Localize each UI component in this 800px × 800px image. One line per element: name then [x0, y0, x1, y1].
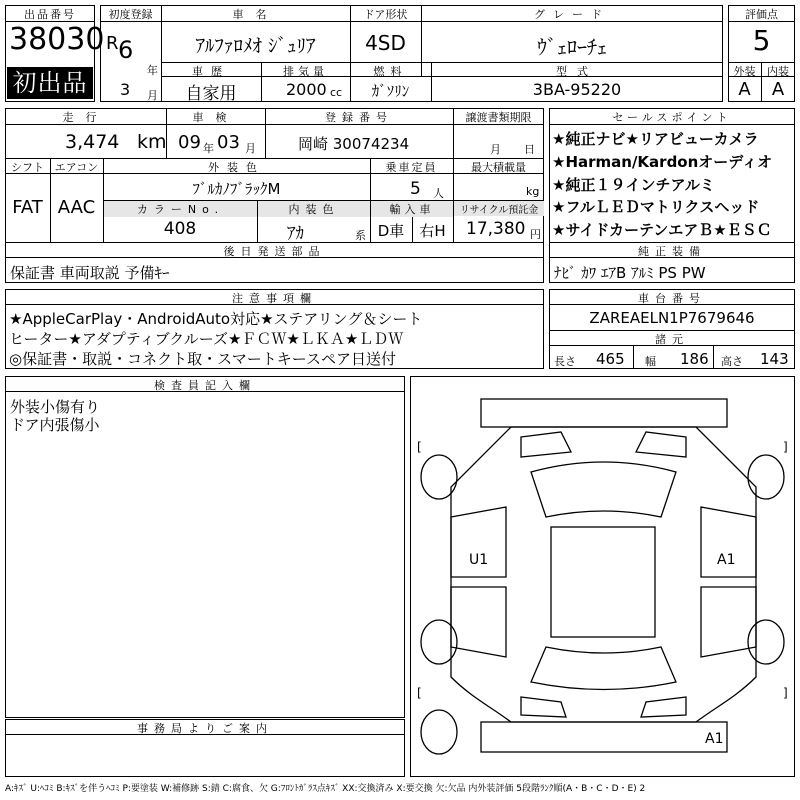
fuel: ｶﾞｿﾘﾝ: [371, 82, 410, 100]
inspection-month: 03: [217, 132, 240, 153]
selling-points-header: セールスポイント: [612, 111, 732, 124]
parts-text: 保証書 車両取説 予備ｷｰ: [10, 264, 170, 282]
model-header: 型式: [556, 65, 598, 78]
taillight-right-shape: [641, 697, 686, 717]
notes-line: ★AppleCarPlay・AndroidAuto対応★ステアリング＆シート: [9, 310, 423, 328]
height-label: 高さ: [721, 355, 743, 368]
displacement: 2000: [286, 80, 327, 99]
color-header: 外装色: [208, 161, 265, 174]
transfer-day-unit: 日: [524, 143, 535, 156]
recycle-fee: 17,380: [466, 219, 526, 239]
damage-mark-left: U1: [469, 552, 489, 568]
equipment-header: 純正装備: [638, 245, 706, 258]
door-type: 4SD: [365, 31, 406, 55]
chassis-number: ZAREAELN1P7679646: [589, 309, 755, 327]
import-handle: 右H: [419, 222, 446, 240]
svg-text:]: ]: [783, 440, 788, 454]
height-value: 143: [760, 350, 789, 368]
car-name-header: 車名: [232, 8, 279, 21]
seats-header: 乗車定員: [385, 161, 438, 174]
ac: AAC: [57, 197, 96, 218]
ac-header: エアコン: [54, 161, 99, 174]
interior-header: 内装: [767, 65, 789, 78]
import-header: 輸入車: [371, 201, 453, 217]
first-listing-badge: 初出品: [7, 67, 93, 99]
mileage-unit: km: [137, 131, 167, 153]
wheel-front-left-shape: [421, 455, 457, 499]
inspection-year-unit: 年: [203, 142, 214, 155]
roof-shape: [551, 527, 655, 637]
selling-point: ★純正ナビ★リアビューカメラ: [552, 130, 759, 148]
load-unit: kg: [526, 185, 540, 198]
svg-text:[: [: [417, 686, 422, 700]
body-outline: [451, 427, 756, 722]
spare-tire-shape: [421, 710, 457, 754]
left-rear-side-shape: [451, 587, 506, 657]
parts-header: 後日発送部品: [223, 245, 326, 258]
selling-point: ★Harman/Kardonオーディオ: [552, 153, 773, 171]
lot-number-header: 出品番号: [24, 8, 76, 21]
width-value: 186: [680, 350, 709, 368]
seats-unit: 人: [433, 187, 444, 200]
door-header: ドア形状: [363, 8, 408, 21]
registration-month-unit: 月: [147, 89, 158, 102]
headlight-left-shape: [521, 432, 571, 457]
car-name: ｱﾙﾌｧﾛﾒｵ ｼﾞｭﾘｱ: [195, 35, 316, 57]
grade-header: グレード: [534, 8, 610, 21]
score-header: 評価点: [745, 8, 778, 21]
office-header: 事務局よりご案内: [137, 722, 273, 735]
transfer-month-unit: 月: [490, 143, 501, 156]
notes-header: 注意事項欄: [232, 292, 317, 305]
model-code: 3BA-95220: [532, 80, 622, 99]
inspector-header: 検査員記入欄: [154, 379, 256, 392]
wheel-front-right-shape: [748, 455, 784, 499]
interior-color-header: 内装色: [258, 201, 370, 217]
history: 自家用: [185, 84, 237, 104]
mileage-header: 走行: [62, 111, 109, 124]
legend: A:ｷｽﾞ U:ﾍｺﾐ B:ｷｽﾞを伴うﾍｺﾐ P:要塗装 W:補修跡 S:錆 C:腐食、欠 G:ﾌﾛﾝﾄｶﾞﾗｽ点ｷｽﾞ XX:交換済み X:要交換 欠:欠品 内外装評価 5段階ﾗﾝｸ順(A・B・C・D・E) 2: [5, 784, 646, 794]
notes-line: ヒーター★アダプティブクルーズ★ＦＣＷ★ＬＫＡ★ＬＤＷ: [9, 330, 404, 348]
length-label: 長さ: [554, 355, 576, 368]
chassis-header: 車台番号: [638, 292, 706, 305]
selling-point: ★純正１９インチアルミ: [552, 176, 715, 194]
length-value: 465: [596, 350, 625, 368]
front-bumper-shape: [481, 399, 727, 427]
interior-grade: A: [771, 79, 785, 100]
recycle-header: リサイクル預託金: [454, 201, 544, 216]
displacement-unit: cc: [330, 86, 343, 99]
registration-era: R: [106, 33, 119, 54]
lot-number: 38030: [9, 22, 105, 57]
fuel-header: 燃料: [373, 65, 408, 78]
car-damage-diagram: [411, 377, 794, 776]
exterior-grade: A: [738, 79, 751, 100]
mileage: 3,474: [65, 131, 120, 153]
specs-header: 諸元: [655, 333, 689, 346]
recycle-unit: 円: [530, 228, 541, 241]
inspector-line: ドア内張傷小: [10, 416, 100, 434]
rear-bumper-shape: [481, 722, 727, 752]
color-no: 408: [163, 219, 197, 239]
svg-text:]: ]: [783, 686, 788, 700]
damage-mark-right: A1: [717, 552, 736, 568]
color-no-header: カラーNo.: [104, 201, 257, 217]
registration-year-unit: 年: [147, 64, 158, 77]
interior-color: ｱｶ: [287, 224, 304, 244]
damage-mark-bottom: A1: [705, 731, 724, 747]
rear-window-shape: [531, 647, 676, 690]
selling-point: ★フルＬＥＤマトリクスヘッド: [552, 198, 760, 216]
import-drive: D車: [377, 222, 405, 240]
inspection-header: 車検: [192, 111, 239, 124]
registration-year: 6: [118, 36, 134, 64]
details-section: [5, 108, 544, 243]
history-header: 車歴: [192, 65, 230, 78]
wheel-rear-right-shape: [748, 620, 784, 664]
first-registration-header: 初度登録: [108, 8, 153, 21]
displacement-header: 排気量: [283, 65, 328, 78]
selling-point: ★サイドカーテンエアＢ★ＥＳＣ: [552, 221, 772, 239]
score: 5: [752, 24, 771, 57]
car-diagram: [410, 376, 795, 777]
registration-month: 3: [120, 80, 131, 99]
shift-header: シフト: [11, 161, 44, 174]
grade: ｳﾞｪﾛｰﾁｪ: [537, 35, 607, 59]
notes-line: ◎保証書・取説・コネクト取・スマートキースペア日送付: [9, 350, 397, 368]
load-header: 最大積載量: [471, 161, 526, 174]
interior-color-unit: 系: [355, 229, 366, 242]
inspector-line: 外装小傷有り: [10, 398, 101, 416]
exterior-color: ﾌﾞﾙｶﾉﾌﾞﾗｯｸM: [192, 180, 281, 198]
headlight-right-shape: [636, 432, 686, 457]
windshield-shape: [531, 462, 676, 517]
inspection-year: 09: [178, 132, 201, 153]
svg-text:[: [: [417, 440, 422, 454]
taillight-left-shape: [521, 697, 566, 717]
seats: 5: [410, 179, 421, 199]
exterior-header: 外装: [733, 65, 756, 78]
plate-number: 岡崎 30074234: [298, 135, 410, 153]
equipment-text: ﾅﾋﾞ ｶﾜ ｴｱB ｱﾙﾐ PS PW: [554, 264, 706, 282]
width-label: 幅: [645, 355, 656, 368]
inspection-month-unit: 月: [245, 142, 256, 155]
plate-header: 登録番号: [325, 111, 393, 124]
transfer-header: 譲渡書類期限: [465, 111, 532, 124]
shift: FAT: [12, 197, 43, 218]
